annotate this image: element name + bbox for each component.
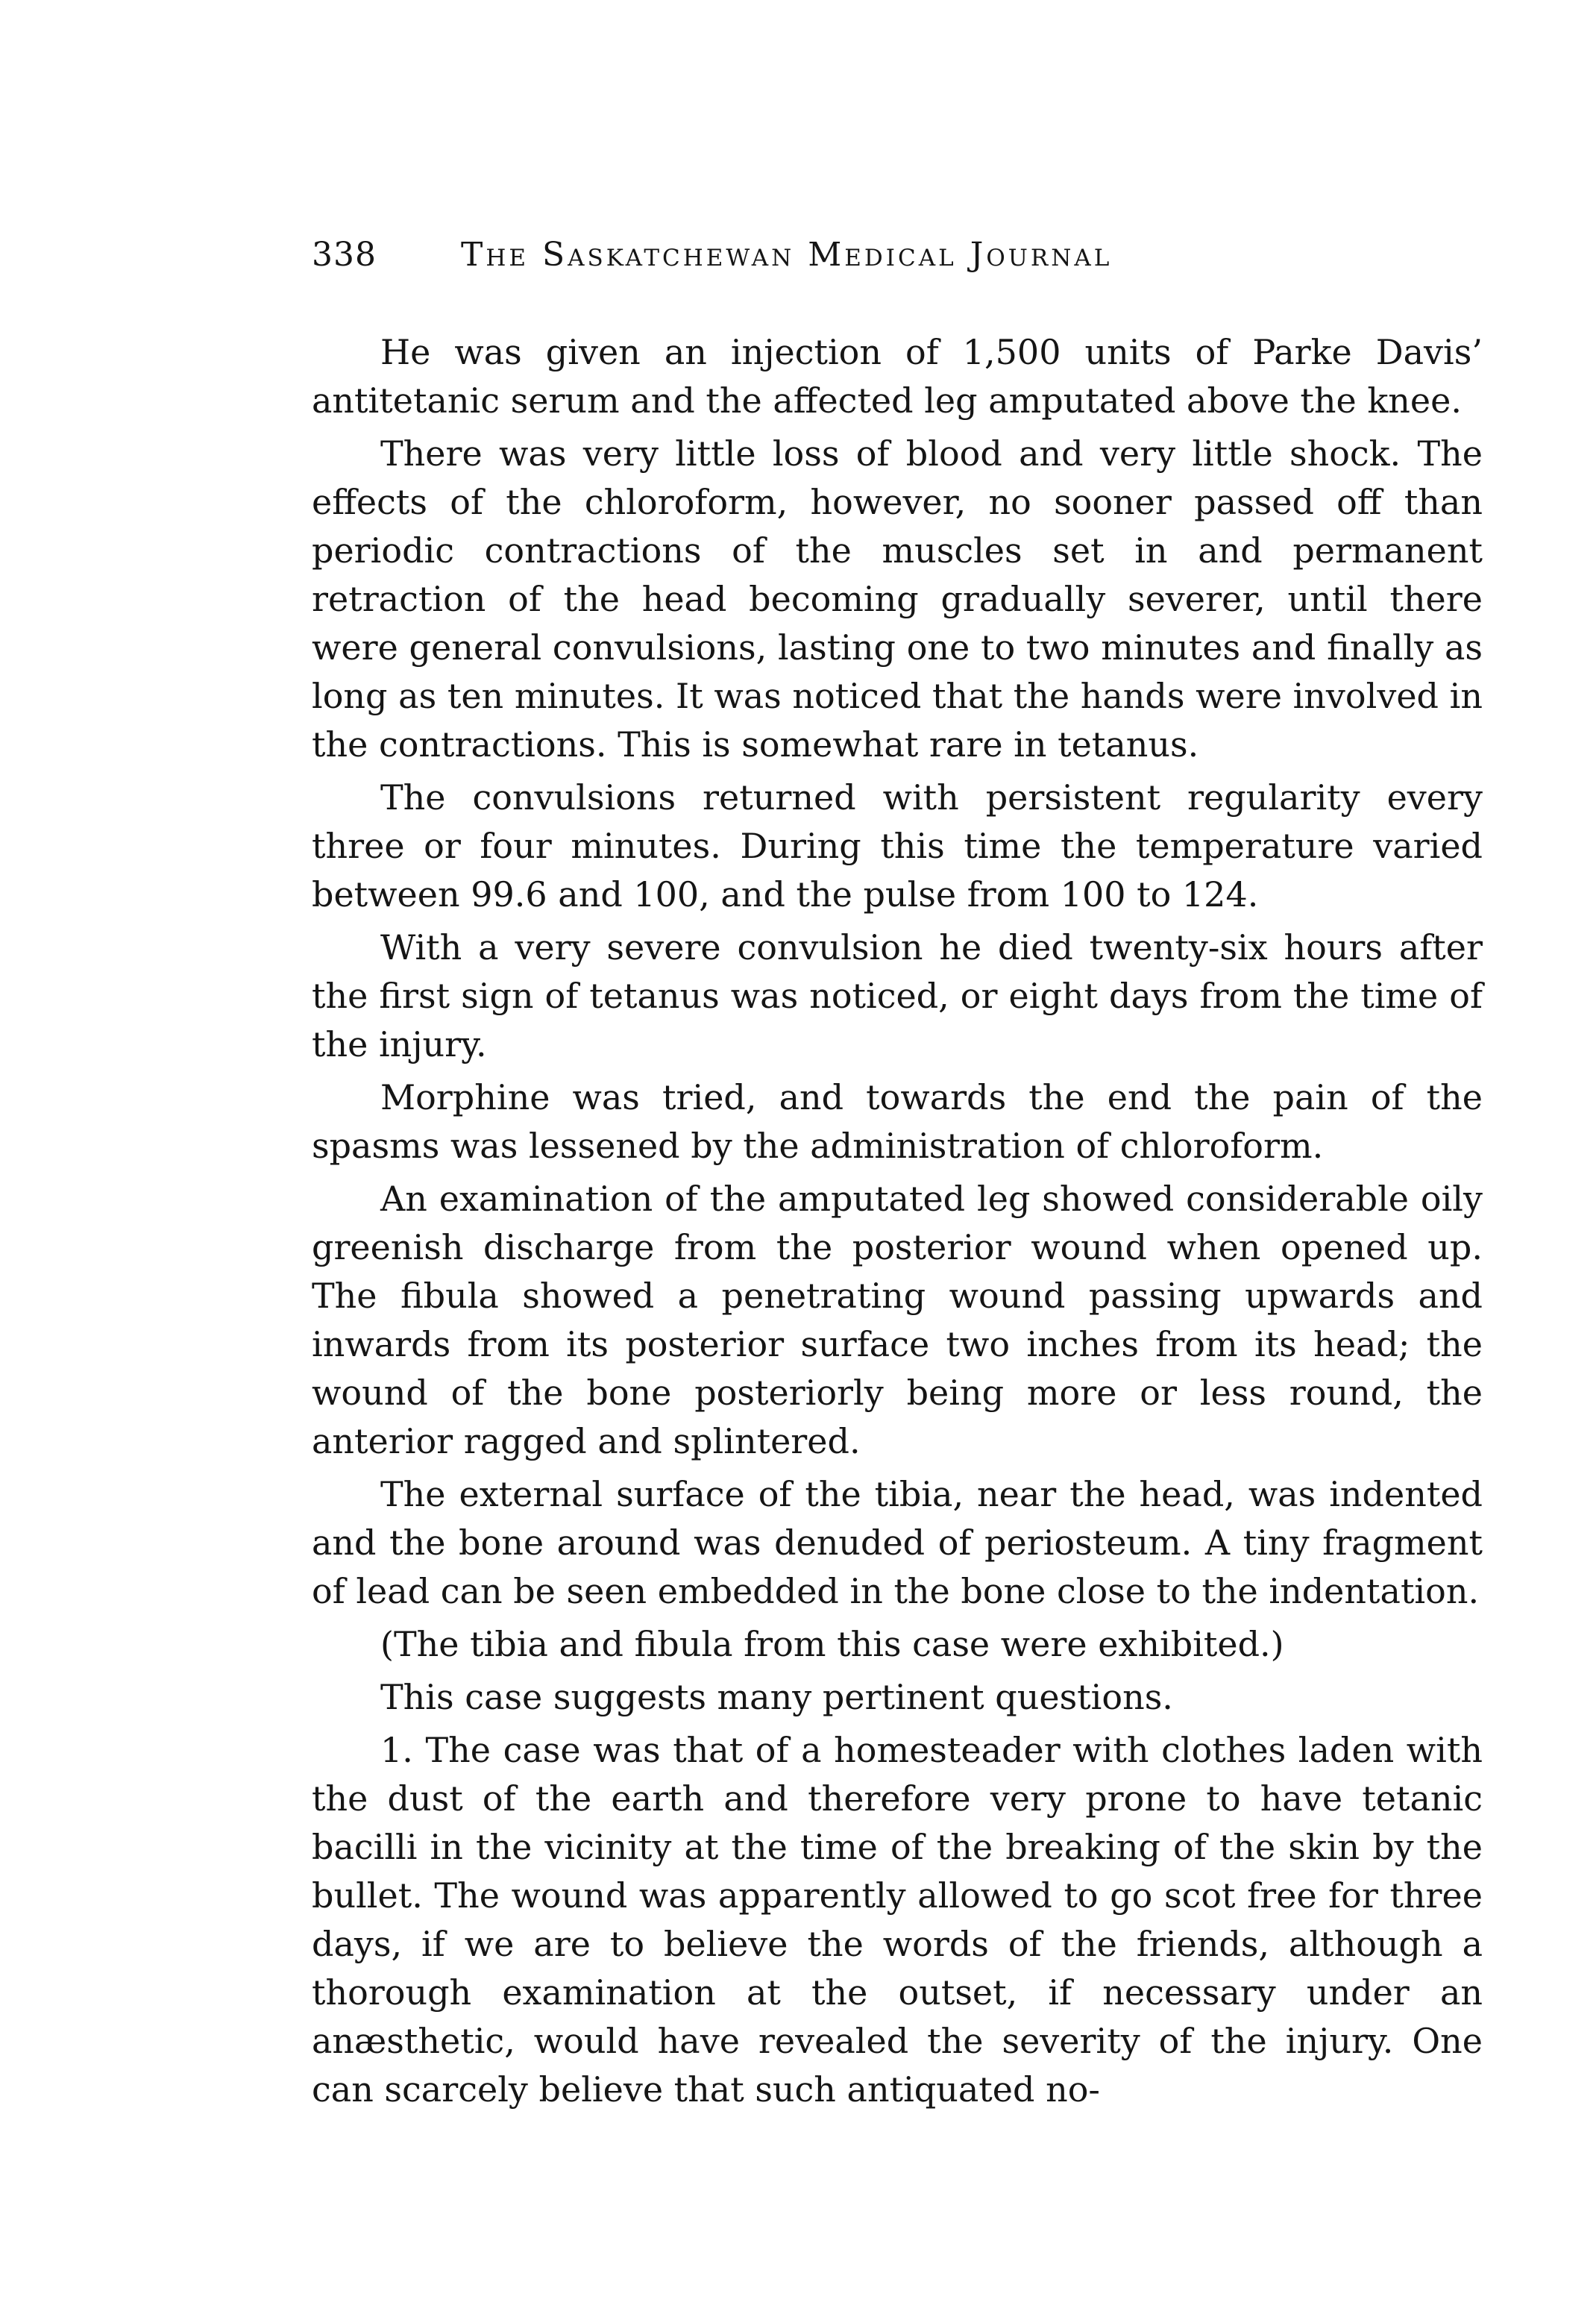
paragraph-exhibited: (The tibia and fibula from this case were exhibited.) [380, 1624, 1284, 1664]
paragraph-temperature-pulse: The convulsions returned with persistent regularity every three or four minutes. During this time the temperature varied between 99.6 and 100, and the pulse from 100 to 124. [312, 777, 1483, 915]
running-head [312, 236, 1505, 280]
paragraph-examination-fibula: An examination of the amputated leg showed considerable oily greenish discharge from the posterior wound when opened up. The fibula showed a penetrating wound passing upwards and inwards from its posterior surface two inches from its head; the wound of the bone posteriorly being more or less round, the anterior ragged and splintered. [312, 1179, 1483, 1461]
article-body [312, 328, 1483, 2114]
journal-title: The Saskatchewan Medical Journal [461, 236, 1113, 274]
paragraph-questions: This case suggests many pertinent questions. [380, 1677, 1173, 1717]
paragraph-morphine: Morphine was tried, and towards the end the pain of the spasms was lessened by the administration of chloroform. [312, 1077, 1483, 1166]
paragraph-injection: He was given an injection of 1,500 units of Parke Davis’ antitetanic serum and the affected leg amputated above the knee. [312, 332, 1483, 421]
paragraph-convulsions-onset: There was very little loss of blood and very little shock. The effects of the chloroform, however, no sooner passed off than periodic contractions of the muscles set in and permanent retraction of the head becoming gradually severer, until there were general convulsions, lasting one to two minutes and finally as long as ten minutes. It was noticed that the hands were involved in the contractions. This is somewhat rare in tetanus. [312, 433, 1483, 765]
paragraph-tibia: The external surface of the tibia, near the head, was indented and the bone around was denuded of periosteum. A tiny fragment of lead can be seen embedded in the bone close to the indentation. [312, 1474, 1483, 1611]
paragraph-point-one: 1. The case was that of a homesteader with clothes laden with the dust of the earth and therefore very prone to have tetanic bacilli in the vicinity at the time of the breaking of the skin by the bullet. The wound was apparently allowed to go scot free for three days, if we are to believe the words of the friends, although a thorough examination at the outset, if necessary under an anæsthetic, would have revealed the severity of the injury. One can scarcely believe that such antiquated no- [312, 1730, 1483, 2110]
paragraph-death: With a very severe convulsion he died twenty-six hours after the first sign of tetanus was noticed, or eight days from the time of the injury. [312, 927, 1483, 1064]
page-number: 338 [312, 236, 377, 274]
